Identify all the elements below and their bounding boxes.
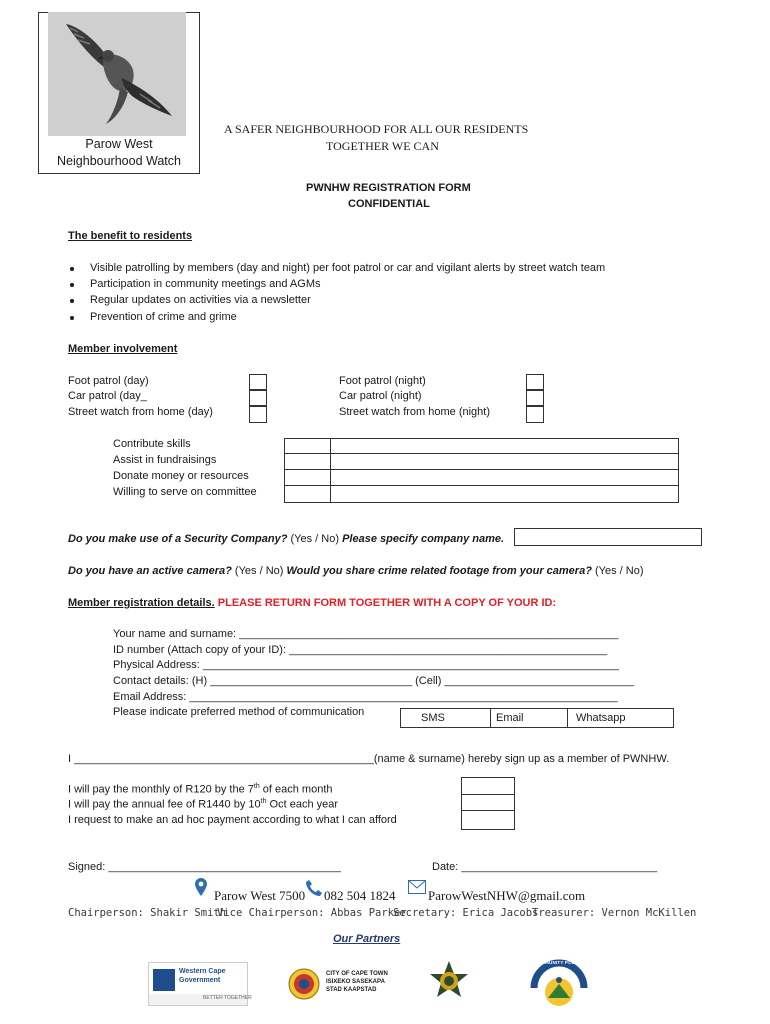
checkbox-contribute-skills[interactable] [284,438,331,454]
logo-caption-line2: Neighbourhood Watch [57,154,181,168]
cpf-label: COMMUNITY POLICE FORUM [534,960,602,965]
payment-adhoc: I request to make an ad hoc payment according to what I can afford [68,814,397,826]
benefit-item: Participation in community meetings and AGMs [90,278,321,290]
slogan-line2: TOGETHER WE CAN [326,139,439,153]
logo-caption-line1: Parow West [85,137,153,151]
wc-tagline: BETTER TOGETHER [203,995,252,1001]
eagle-logo-image [48,12,186,136]
footer-chairperson: Chairperson: Shakir Smith [68,907,227,919]
date-line[interactable]: Date: ________________________________ [432,861,658,873]
logo-caption [38,136,200,170]
donate-detail-field[interactable] [330,469,679,486]
form-title: PWNHW REGISTRATION FORM [306,182,471,194]
saps-star-logo-icon [428,960,470,1002]
checkbox-street-watch-night[interactable] [526,406,544,423]
cct-line1: CITY OF CAPE TOWN [326,971,388,977]
method-email-cell[interactable] [490,708,568,728]
mail-icon [408,880,426,897]
option-car-patrol-day: Car patrol (day_ [68,390,147,402]
benefit-item: Visible patrolling by members (day and night) per foot patrol or car and vigilant alerts by street watch team [90,262,606,274]
checkbox-donate[interactable] [284,469,331,486]
checkbox-pay-annual[interactable] [461,794,515,811]
camera-question-text: Do you have an active camera? [68,565,232,577]
registration-heading: Member registration details. [68,597,215,609]
footer-location: Parow West 7500 [214,888,306,903]
community-police-forum-logo [530,958,602,1008]
checkbox-foot-patrol-day[interactable] [249,374,267,390]
contact-field-line[interactable]: Contact details: (H) _________________________________ (Cell) _______________________________ [113,675,635,687]
security-question-text: Do you make use of a Security Company? [68,533,288,545]
checkbox-assist-fundraising[interactable] [284,453,331,470]
method-whatsapp-cell[interactable] [567,708,674,728]
registration-heading-line [68,597,556,609]
committee-detail-field[interactable] [330,485,679,503]
camera-yes-no: (Yes / No) [231,565,287,577]
payment-monthly-post: of each month [259,783,333,796]
option-street-watch-day: Street watch from home (day) [68,406,213,418]
bullet [70,316,74,320]
option-street-watch-night: Street watch from home (night) [339,406,491,418]
option-donate: Donate money or resources [113,470,249,482]
security-specify-text: Please specify company name. [342,533,505,545]
benefit-item: Prevention of crime and grime [90,311,237,323]
option-contribute-skills: Contribute skills [113,438,191,450]
option-assist-fundraising: Assist in fundraisings [113,454,217,466]
email-field-line[interactable]: Email Address: ______________________________________________________________________ [113,691,618,703]
checkbox-foot-patrol-night[interactable] [526,374,544,390]
option-car-patrol-night: Car patrol (night) [339,390,422,402]
payment-annual [68,798,338,811]
method-whatsapp-label: Whatsapp [576,712,626,724]
id-field-line[interactable]: ID number (Attach copy of your ID): ____________________________________________________ [113,644,608,656]
signature-line[interactable]: Signed: ______________________________________ [68,861,341,873]
payment-monthly [68,783,333,796]
cpf-emblem-icon [530,958,588,1008]
bullet [70,299,74,303]
checkbox-car-patrol-night[interactable] [526,390,544,406]
payment-annual-post: Oct each year [266,798,339,811]
camera-share-yes-no: (Yes / No) [591,565,644,577]
comm-method-label: Please indicate preferred method of communication [113,706,365,718]
phone-icon [305,879,323,900]
skills-detail-field[interactable] [330,438,679,454]
cct-emblem-icon [288,968,320,1000]
involvement-heading: Member involvement [68,343,178,355]
footer-treasurer: Treasurer: Vernon McKillen [532,907,697,919]
camera-share-text: Would you share crime related footage from your camera? [286,565,592,577]
checkbox-street-watch-day[interactable] [249,406,267,423]
partners-heading: Our Partners [333,933,401,945]
checkbox-committee[interactable] [284,485,331,503]
wc-line1: Western Cape [179,968,226,975]
slogan-line1: A SAFER NEIGHBOURHOOD FOR ALL OUR RESIDENTS [224,122,529,136]
payment-monthly-sup: th [253,783,260,790]
option-committee: Willing to serve on committee [113,486,257,498]
payment-annual-text: I will pay the annual fee of R1440 by 10 [68,798,261,811]
signup-declaration[interactable]: I _________________________________________________(name & surname) hereby sign up as a member of PWNHW. [68,753,670,765]
checkbox-pay-adhoc[interactable] [461,810,515,830]
registration-notice: PLEASE RETURN FORM TOGETHER WITH A COPY OF YOUR ID: [214,597,557,609]
camera-question [68,565,643,577]
payment-monthly-text: I will pay the monthly of R120 by the 7 [68,783,254,796]
option-foot-patrol-night: Foot patrol (night) [339,375,426,387]
name-field-line[interactable]: Your name and surname: ______________________________________________________________ [113,628,619,640]
security-company-field[interactable] [514,528,702,546]
method-sms-cell[interactable] [400,708,491,728]
bullet [70,267,74,271]
footer-email[interactable]: ParowWestNHW@gmail.com [428,888,586,903]
method-sms-label: SMS [421,712,445,724]
benefit-item: Regular updates on activities via a newsletter [90,294,311,306]
checkbox-car-patrol-day[interactable] [249,390,267,406]
checkbox-pay-monthly[interactable] [461,777,515,795]
location-pin-icon [195,878,207,899]
benefits-heading: The benefit to residents [68,230,193,242]
western-cape-govt-logo [148,962,252,1006]
footer-secretary: Secretary: Erica Jacobs [393,907,539,919]
wc-line2: Government [179,977,221,984]
fundraising-detail-field[interactable] [330,453,679,470]
bullet [70,283,74,287]
payment-annual-sup: th [260,798,267,805]
city-of-cape-town-logo [288,968,396,1002]
wc-crest-icon [153,969,175,991]
cct-line2: ISIXEKO SASEKAPA [326,979,385,985]
footer-vice-chair: Vice Chairperson: Abbas Parker [217,907,407,919]
cct-line3: STAD KAAPSTAD [326,987,377,993]
option-foot-patrol-day: Foot patrol (day) [68,375,149,387]
method-email-label: Email [496,712,524,724]
security-yes-no: (Yes / No) [287,533,343,545]
address-field-line[interactable]: Physical Address: ____________________________________________________________________ [113,659,619,671]
security-question [68,533,504,545]
footer-phone: 082 504 1824 [324,888,396,903]
form-subtitle: CONFIDENTIAL [348,198,430,210]
